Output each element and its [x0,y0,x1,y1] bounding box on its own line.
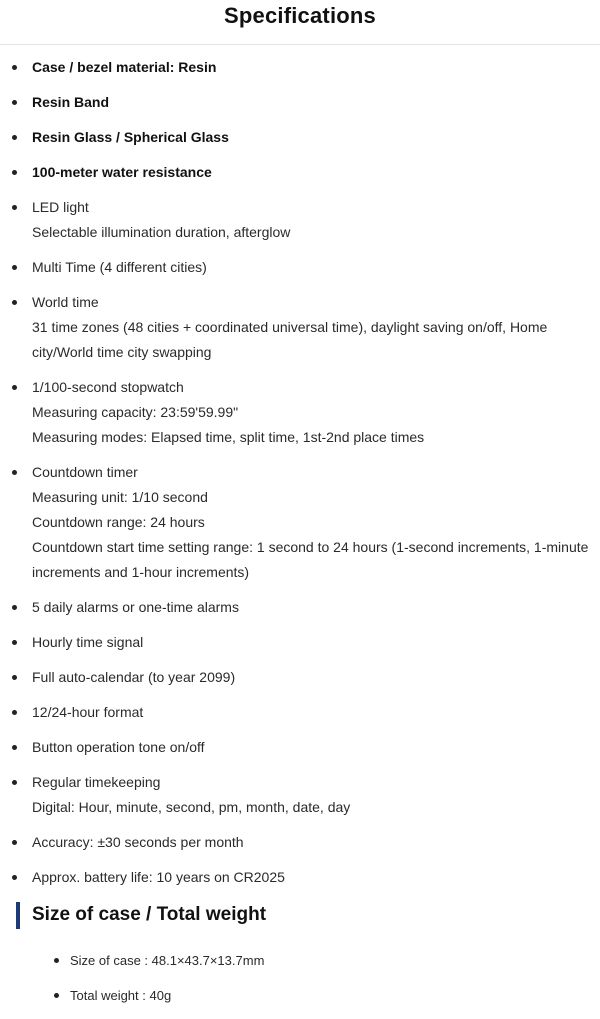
spec-item [0,865,600,890]
spec-item-detail: Measuring modes: Elapsed time, split time, 1st-2nd place times [32,429,425,445]
spec-item-title: Hourly time signal [32,634,144,650]
size-item: Total weight : 40g [0,983,600,1008]
section-heading-text: Size of case / Total weight [32,904,267,925]
spec-list [0,45,600,890]
spec-item-title: Multi Time (4 different cities) [32,259,207,275]
spec-item-detail: 31 time zones (48 cities + coordinated universal time), daylight saving on/off, Home city/World time city swapping [32,319,548,360]
spec-item-detail: Measuring unit: 1/10 second [32,489,208,505]
spec-item-title: 12/24-hour format [32,704,144,720]
spec-item [0,195,600,245]
spec-item [0,735,600,760]
spec-item-title: Accuracy: ±30 seconds per month [32,834,244,850]
spec-item [0,665,600,690]
spec-item [0,290,600,365]
spec-item [0,770,600,820]
spec-item-title: Resin Glass / Spherical Glass [32,129,229,145]
spec-item [0,55,600,80]
spec-item [0,255,600,280]
spec-item [0,90,600,115]
spec-item-detail: Digital: Hour, minute, second, pm, month, date, day [32,799,351,815]
spec-item [0,700,600,725]
spec-item [0,830,600,855]
size-list [0,930,600,1008]
spec-item-detail: Selectable illumination duration, afterglow [32,224,291,240]
spec-item-title: Case / bezel material: Resin [32,59,217,75]
spec-item [0,125,600,150]
spec-item-title: LED light [32,199,89,215]
spec-item-detail: Measuring capacity: 23:59'59.99" [32,404,239,420]
spec-item-detail: Countdown start time setting range: 1 second to 24 hours (1-second increments, 1-minute increments and 1-hour increments) [32,539,589,580]
spec-item-title: 5 daily alarms or one-time alarms [32,599,239,615]
spec-item-title: Button operation tone on/off [32,739,205,755]
spec-item-title: Regular timekeeping [32,774,161,790]
spec-item [0,595,600,620]
spec-item-title: 100-meter water resistance [32,164,212,180]
size-item: Size of case : 48.1×43.7×13.7mm [0,948,600,973]
spec-item [0,630,600,655]
heading-accent-bar [16,902,20,929]
page-title: Specifications [224,3,376,28]
spec-item [0,375,600,450]
spec-item-title: World time [32,294,99,310]
spec-item-title: Full auto-calendar (to year 2099) [32,669,236,685]
spec-item [0,460,600,585]
spec-item-title: Approx. battery life: 10 years on CR2025 [32,869,285,885]
spec-item-title: 1/100-second stopwatch [32,379,184,395]
section-heading [16,900,600,930]
spec-item-title: Resin Band [32,94,110,110]
spec-item [0,160,600,185]
spec-item-detail: Countdown range: 24 hours [32,514,205,530]
spec-item-title: Countdown timer [32,464,138,480]
